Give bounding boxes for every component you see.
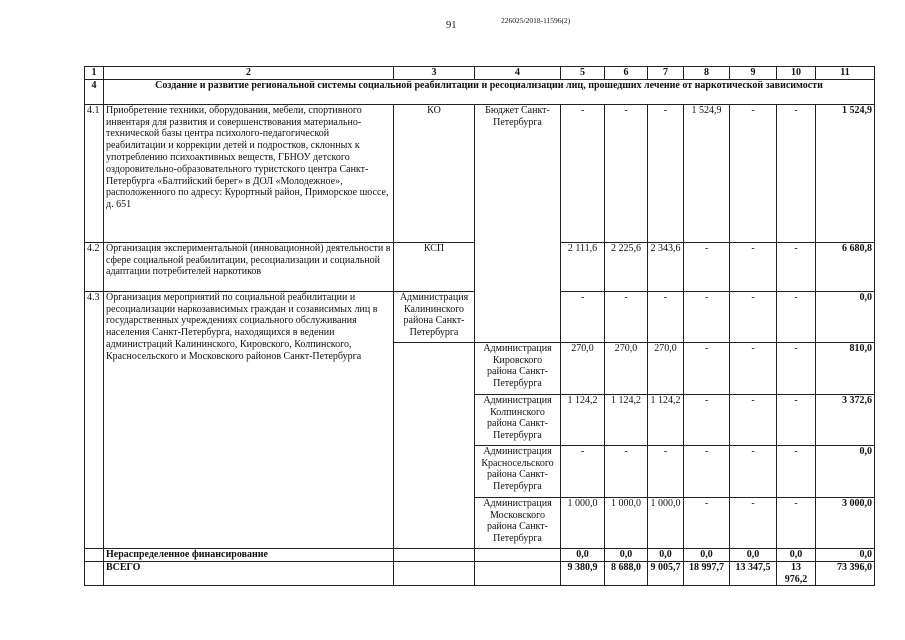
total-cell: 0,0	[816, 291, 875, 342]
funding-source	[394, 497, 475, 548]
value-cell: -	[561, 104, 605, 242]
funding-source	[394, 445, 475, 497]
value-cell: -	[777, 394, 816, 445]
col-header: 1	[85, 67, 104, 80]
row-number: 4.3	[85, 291, 104, 548]
value-cell: -	[777, 497, 816, 548]
value-cell: 1 124,2	[648, 394, 684, 445]
col-header: 4	[475, 67, 561, 80]
total-row	[85, 561, 875, 586]
value-cell: 270,0	[605, 342, 648, 394]
total-cell: 810,0	[816, 342, 875, 394]
value-cell: 1 000,0	[561, 497, 605, 548]
value-cell: 0,0	[648, 548, 684, 561]
value-cell: 2 111,6	[561, 242, 605, 291]
value-cell: -	[777, 342, 816, 394]
total-cell: 3 000,0	[816, 497, 875, 548]
value-cell: -	[777, 445, 816, 497]
funding-source	[394, 342, 475, 394]
empty-cell	[85, 561, 104, 586]
total-cell: 3 372,6	[816, 394, 875, 445]
value-cell: 1 000,0	[605, 497, 648, 548]
value-cell: 8 688,0	[605, 561, 648, 586]
value-cell: -	[684, 291, 730, 342]
value-cell: 0,0	[561, 548, 605, 561]
executor: Администрация Московского района Санкт-Петербурга	[475, 497, 561, 548]
value-cell: 1 000,0	[648, 497, 684, 548]
value-cell: 0,0	[777, 548, 816, 561]
value-cell: -	[777, 242, 816, 291]
value-cell: 270,0	[648, 342, 684, 394]
value-cell: 0,0	[730, 548, 777, 561]
value-cell: -	[730, 497, 777, 548]
value-cell: -	[730, 342, 777, 394]
activity-text: Организация мероприятий по социальной реабилитации и ресоциализации наркозависимых граждан и созависимых лиц в государственных учреждениях социального обслуживания населения Санкт-Петербурга, находящихся в ведении администраций Калининского, Кировского, Колпинского, Красносельского и Московского районов Санкт-Петербурга	[104, 291, 394, 548]
value-cell: -	[605, 291, 648, 342]
value-cell: -	[561, 445, 605, 497]
col-header: 10	[777, 67, 816, 80]
value-cell: 9 380,9	[561, 561, 605, 586]
executor: Администрация Колпинского района Санкт-Петербурга	[475, 394, 561, 445]
activity-text: Приобретение техники, оборудования, мебели, спортивного инвентаря для развития и совершенствования материально-технической базы центра психолого-педагогической реабилитации и коррекции детей и подростков, склонных к употреблению психоактивных веществ, ГБНОУ детского оздоровительно-образовательного туристского центра Санкт-Петербурга «Балтийский берег» в ДОЛ «Молодежное», расположенного по адресу: Курортный район, Приморское шоссе, д. 651	[104, 104, 394, 242]
value-cell: -	[777, 104, 816, 242]
value-cell: 13 976,2	[777, 561, 816, 586]
section-number: 4	[85, 79, 104, 104]
executor: Администрация Красносельского района Санкт-Петербурга	[475, 445, 561, 497]
value-cell: 18 997,7	[684, 561, 730, 586]
total-cell: 0,0	[816, 445, 875, 497]
col-header: 2	[104, 67, 394, 80]
col-header: 3	[394, 67, 475, 80]
total-cell: 6 680,8	[816, 242, 875, 291]
value-cell: 9 005,7	[648, 561, 684, 586]
col-header: 11	[816, 67, 875, 80]
page-number: 91	[446, 20, 457, 31]
value-cell: -	[730, 104, 777, 242]
empty-cell	[394, 548, 475, 561]
funding-source	[394, 394, 475, 445]
executor: КСП	[394, 242, 475, 291]
value-cell: -	[777, 291, 816, 342]
value-cell: -	[684, 394, 730, 445]
value-cell: -	[648, 104, 684, 242]
empty-cell	[475, 561, 561, 586]
value-cell: 1 124,2	[561, 394, 605, 445]
value-cell: -	[730, 242, 777, 291]
value-cell: 1 124,2	[605, 394, 648, 445]
value-cell: -	[684, 445, 730, 497]
value-cell: 2 343,6	[648, 242, 684, 291]
section-row	[85, 79, 875, 104]
table-row	[85, 104, 875, 242]
value-cell: 0,0	[684, 548, 730, 561]
col-header: 8	[684, 67, 730, 80]
value-cell: -	[684, 497, 730, 548]
empty-cell	[394, 561, 475, 586]
value-cell: -	[730, 291, 777, 342]
value-cell: -	[684, 342, 730, 394]
executor: Администрация Кировского района Санкт-Петербурга	[475, 342, 561, 394]
value-cell: -	[561, 291, 605, 342]
value-cell: -	[684, 242, 730, 291]
executor: Администрация Калининского района Санкт-Петербурга	[394, 291, 475, 342]
col-header: 9	[730, 67, 777, 80]
value-cell: -	[605, 445, 648, 497]
row-number: 4.2	[85, 242, 104, 291]
funding-source: Бюджет Санкт-Петербурга	[475, 104, 561, 342]
unallocated-row	[85, 548, 875, 561]
total-cell: 73 396,0	[816, 561, 875, 586]
value-cell: 13 347,5	[730, 561, 777, 586]
value-cell: 1 524,9	[684, 104, 730, 242]
activity-text: Организация экспериментальной (инновационной) деятельности в сфере социальной реабилитации, ресоциализации и социальной адаптации потребителей наркотиков	[104, 242, 394, 291]
value-cell: -	[730, 394, 777, 445]
value-cell: -	[648, 445, 684, 497]
col-header: 6	[605, 67, 648, 80]
unallocated-label: Нераспределенное финансирование	[104, 548, 394, 561]
total-label: ВСЕГО	[104, 561, 394, 586]
value-cell: -	[648, 291, 684, 342]
col-header: 7	[648, 67, 684, 80]
col-header: 5	[561, 67, 605, 80]
section-title: Создание и развитие региональной системы социальной реабилитации и ресоциализации лиц, прошедших лечение от наркотической зависимости	[104, 79, 875, 104]
row-number: 4.1	[85, 104, 104, 242]
value-cell: -	[605, 104, 648, 242]
value-cell: 0,0	[605, 548, 648, 561]
value-cell: 2 225,6	[605, 242, 648, 291]
total-cell: 1 524,9	[816, 104, 875, 242]
empty-cell	[475, 548, 561, 561]
header-row	[85, 67, 875, 80]
total-cell: 0,0	[816, 548, 875, 561]
empty-cell	[85, 548, 104, 561]
document-id: 226025/2018-11596(2)	[501, 16, 571, 25]
value-cell: -	[730, 445, 777, 497]
value-cell: 270,0	[561, 342, 605, 394]
executor: КО	[394, 104, 475, 242]
funding-table	[84, 66, 875, 586]
